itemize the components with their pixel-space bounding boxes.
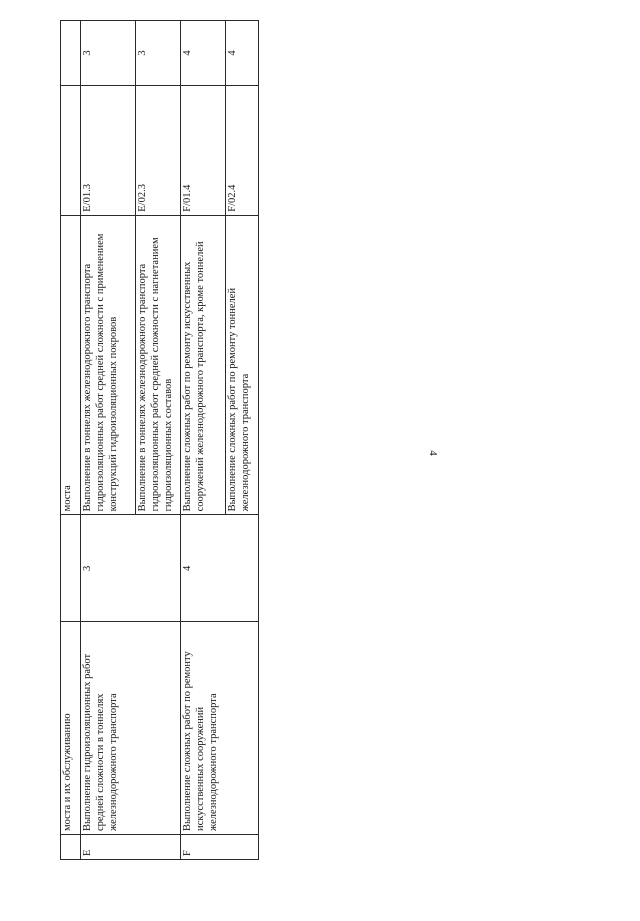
labor-function-cell: Выполнение сложных работ по ремонту тоннелей железнодорожного транспорта (226, 215, 259, 515)
table-row (181, 21, 226, 860)
labor-function-cell: Выполнение сложных работ по ремонту искусственных сооружений железнодорожного транспорта, кроме тоннелей (181, 215, 226, 515)
continuation-name-cell: моста и их обслуживанию (61, 622, 81, 835)
labor-function-cell: Выполнение в тоннелях железнодорожного транспорта гидроизоляционных работ средней сложности с нагнетанием гидроизоляционных составов (136, 215, 181, 515)
page-number: 4 (426, 450, 439, 456)
group-code-cell: E (81, 835, 181, 860)
functions-table (60, 20, 259, 860)
qualification-level-cell: 4 (181, 515, 259, 622)
function-code-cell: F/01.4 (181, 85, 226, 215)
group-name-cell: Выполнение гидроизоляционных работ средней сложности в тоннелях железнодорожного транспорта (81, 622, 181, 835)
sublevel-cell: 4 (181, 21, 226, 86)
function-code-cell: F/02.4 (226, 85, 259, 215)
functions-table-rotated (60, 20, 302, 860)
table-row-continuation (61, 21, 81, 860)
group-name-cell: Выполнение сложных работ по ремонту искусственных сооружений железнодорожного транспорта (181, 622, 259, 835)
group-code-cell: F (181, 835, 259, 860)
qualification-level-cell: 3 (81, 515, 181, 622)
sublevel-cell: 3 (81, 21, 136, 86)
labor-function-cell: Выполнение в тоннелях железнодорожного транспорта гидроизоляционных работ средней сложности с применением конструкций гидроизоляционных покровов (81, 215, 136, 515)
sublevel-cell: 3 (136, 21, 181, 86)
continuation-function-cell: моста (61, 215, 81, 515)
sublevel-cell: 4 (226, 21, 259, 86)
function-code-cell: E/02.3 (136, 85, 181, 215)
table-row (81, 21, 136, 860)
function-code-cell: E/01.3 (81, 85, 136, 215)
